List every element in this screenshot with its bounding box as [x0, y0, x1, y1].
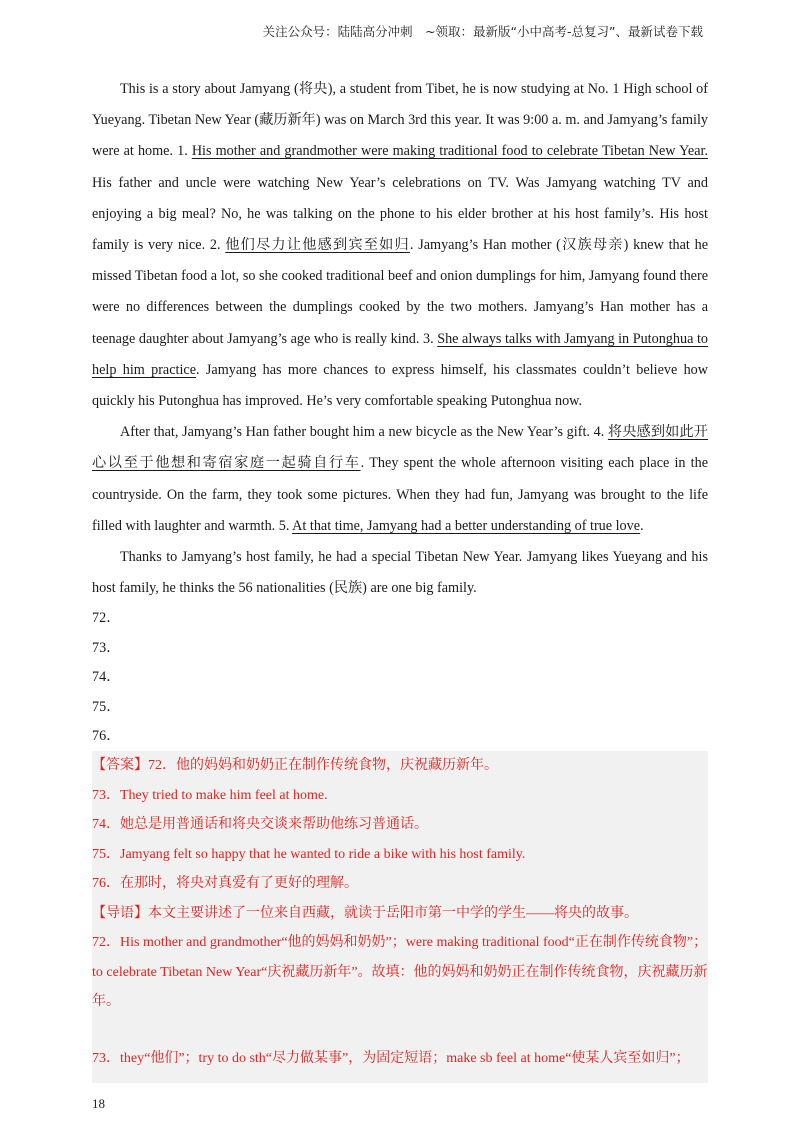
- text-segment: After that, Jamyang’s Han father bought him a new bicycle as the New Year’s gift. 4.: [120, 424, 608, 441]
- page-header: 关注公众号：陆陆高分冲刺 ~领取：最新版“小中高考-总复习”、最新试卷下载: [262, 24, 703, 39]
- blank-4-answer: 将央感到如此开心以至于他想和寄宿家庭一起骑自行车: [92, 424, 708, 472]
- answer-72: 【答案】72．他的妈妈和奶奶正在制作传统食物，庆祝藏历新年。: [92, 758, 498, 773]
- blank-3-answer: She always talks with Jamyang in Putonghua to help him practice: [92, 330, 708, 378]
- answer-76: 76．在那时，将央对真爱有了更好的理解。: [92, 876, 358, 891]
- text-segment: . Jamyang has more chances to express himself, his classmates couldn’t believe how quickly his Putonghua has improved. He’s very comfortable speaking Putonghua now.: [92, 361, 708, 410]
- question-number: 75．: [92, 698, 121, 715]
- answer-74: 74．她总是用普通话和将央交谈来帮助他练习普通话。: [92, 817, 428, 832]
- passage: [92, 74, 708, 752]
- page-number: 18: [92, 1096, 105, 1111]
- text-segment: . Jamyang’s Han mother (汉族母亲) knew that he missed Tibetan food a lot, so she cooked traditional beef and onion dumplings for him, Jamyang found there were no differences between the dumplings cooked by the two mothers. Jamyang’s Han mother has a teenage daughter about Jamyang’s age who is really kind. 3.: [92, 237, 709, 347]
- blank-2-answer: 他们尽力让他感到宾至如归: [225, 237, 410, 254]
- answer-section: [92, 751, 708, 1073]
- question-number: 73．: [92, 639, 121, 656]
- explanation-72: 72．His mother and grandmother“他的妈妈和奶奶”；were making traditional food“正在制作传统食物”；to celebrate Tibetan New Year“庆祝藏历新年”。故填：他的妈妈和奶奶正在制作传统食物，庆祝藏历新年。: [92, 935, 708, 1009]
- guide-text: 【导语】本文主要讲述了一位来自西藏，就读于岳阳市第一中学的学生——将央的故事。: [92, 905, 638, 921]
- text-segment: This is a story about Jamyang (将央), a student from Tibet, he is now studying at No. 1 High school of Yueyang. Tibetan New Year (藏历新年) was on March 3rd this year. It was 9:00 a. m. and Jamyang’s family were at home. 1.: [92, 81, 708, 160]
- text-segment: .: [640, 517, 644, 534]
- blank-5-answer: At that time, Jamyang had a better understanding of true love: [292, 517, 641, 534]
- question-number: 76．: [92, 728, 121, 745]
- spacer: [92, 1017, 708, 1044]
- text-segment: . They spent the whole afternoon visiting each place in the countryside. On the farm, they took some pictures. When they had fun, Jamyang was brought to the life filled with laughter and warmth. 5.: [92, 455, 708, 534]
- text-segment: His father and uncle were watching New Year’s celebrations on TV. Was Jamyang watching TV and enjoying a big meal? No, he was talking on the phone to his elder brother at his host family’s. His host family is very nice. 2.: [92, 174, 708, 254]
- blank-1-answer: His mother and grandmother were making traditional food to celebrate Tibetan New Year.: [191, 143, 708, 160]
- paragraph-3: Thanks to Jamyang’s host family, he had a special Tibetan New Year. Jamyang likes Yueyang and his host family, he thinks the 56 nationalities (民族) are one big family.: [92, 549, 708, 597]
- explanation-73: 73．they“他们”；try to do sth“尽力做某事”，为固定短语；make sb feel at home“使某人宾至如归”；: [92, 1050, 690, 1066]
- paragraph-1: [92, 74, 708, 417]
- question-number: 72．: [92, 610, 121, 627]
- answer-73: 73．They tried to make him feel at home.: [92, 787, 328, 803]
- answer-75: 75．Jamyang felt so happy that he wanted to ride a bike with his host family.: [92, 846, 526, 862]
- question-number: 74．: [92, 669, 121, 686]
- paragraph-2: [92, 417, 708, 542]
